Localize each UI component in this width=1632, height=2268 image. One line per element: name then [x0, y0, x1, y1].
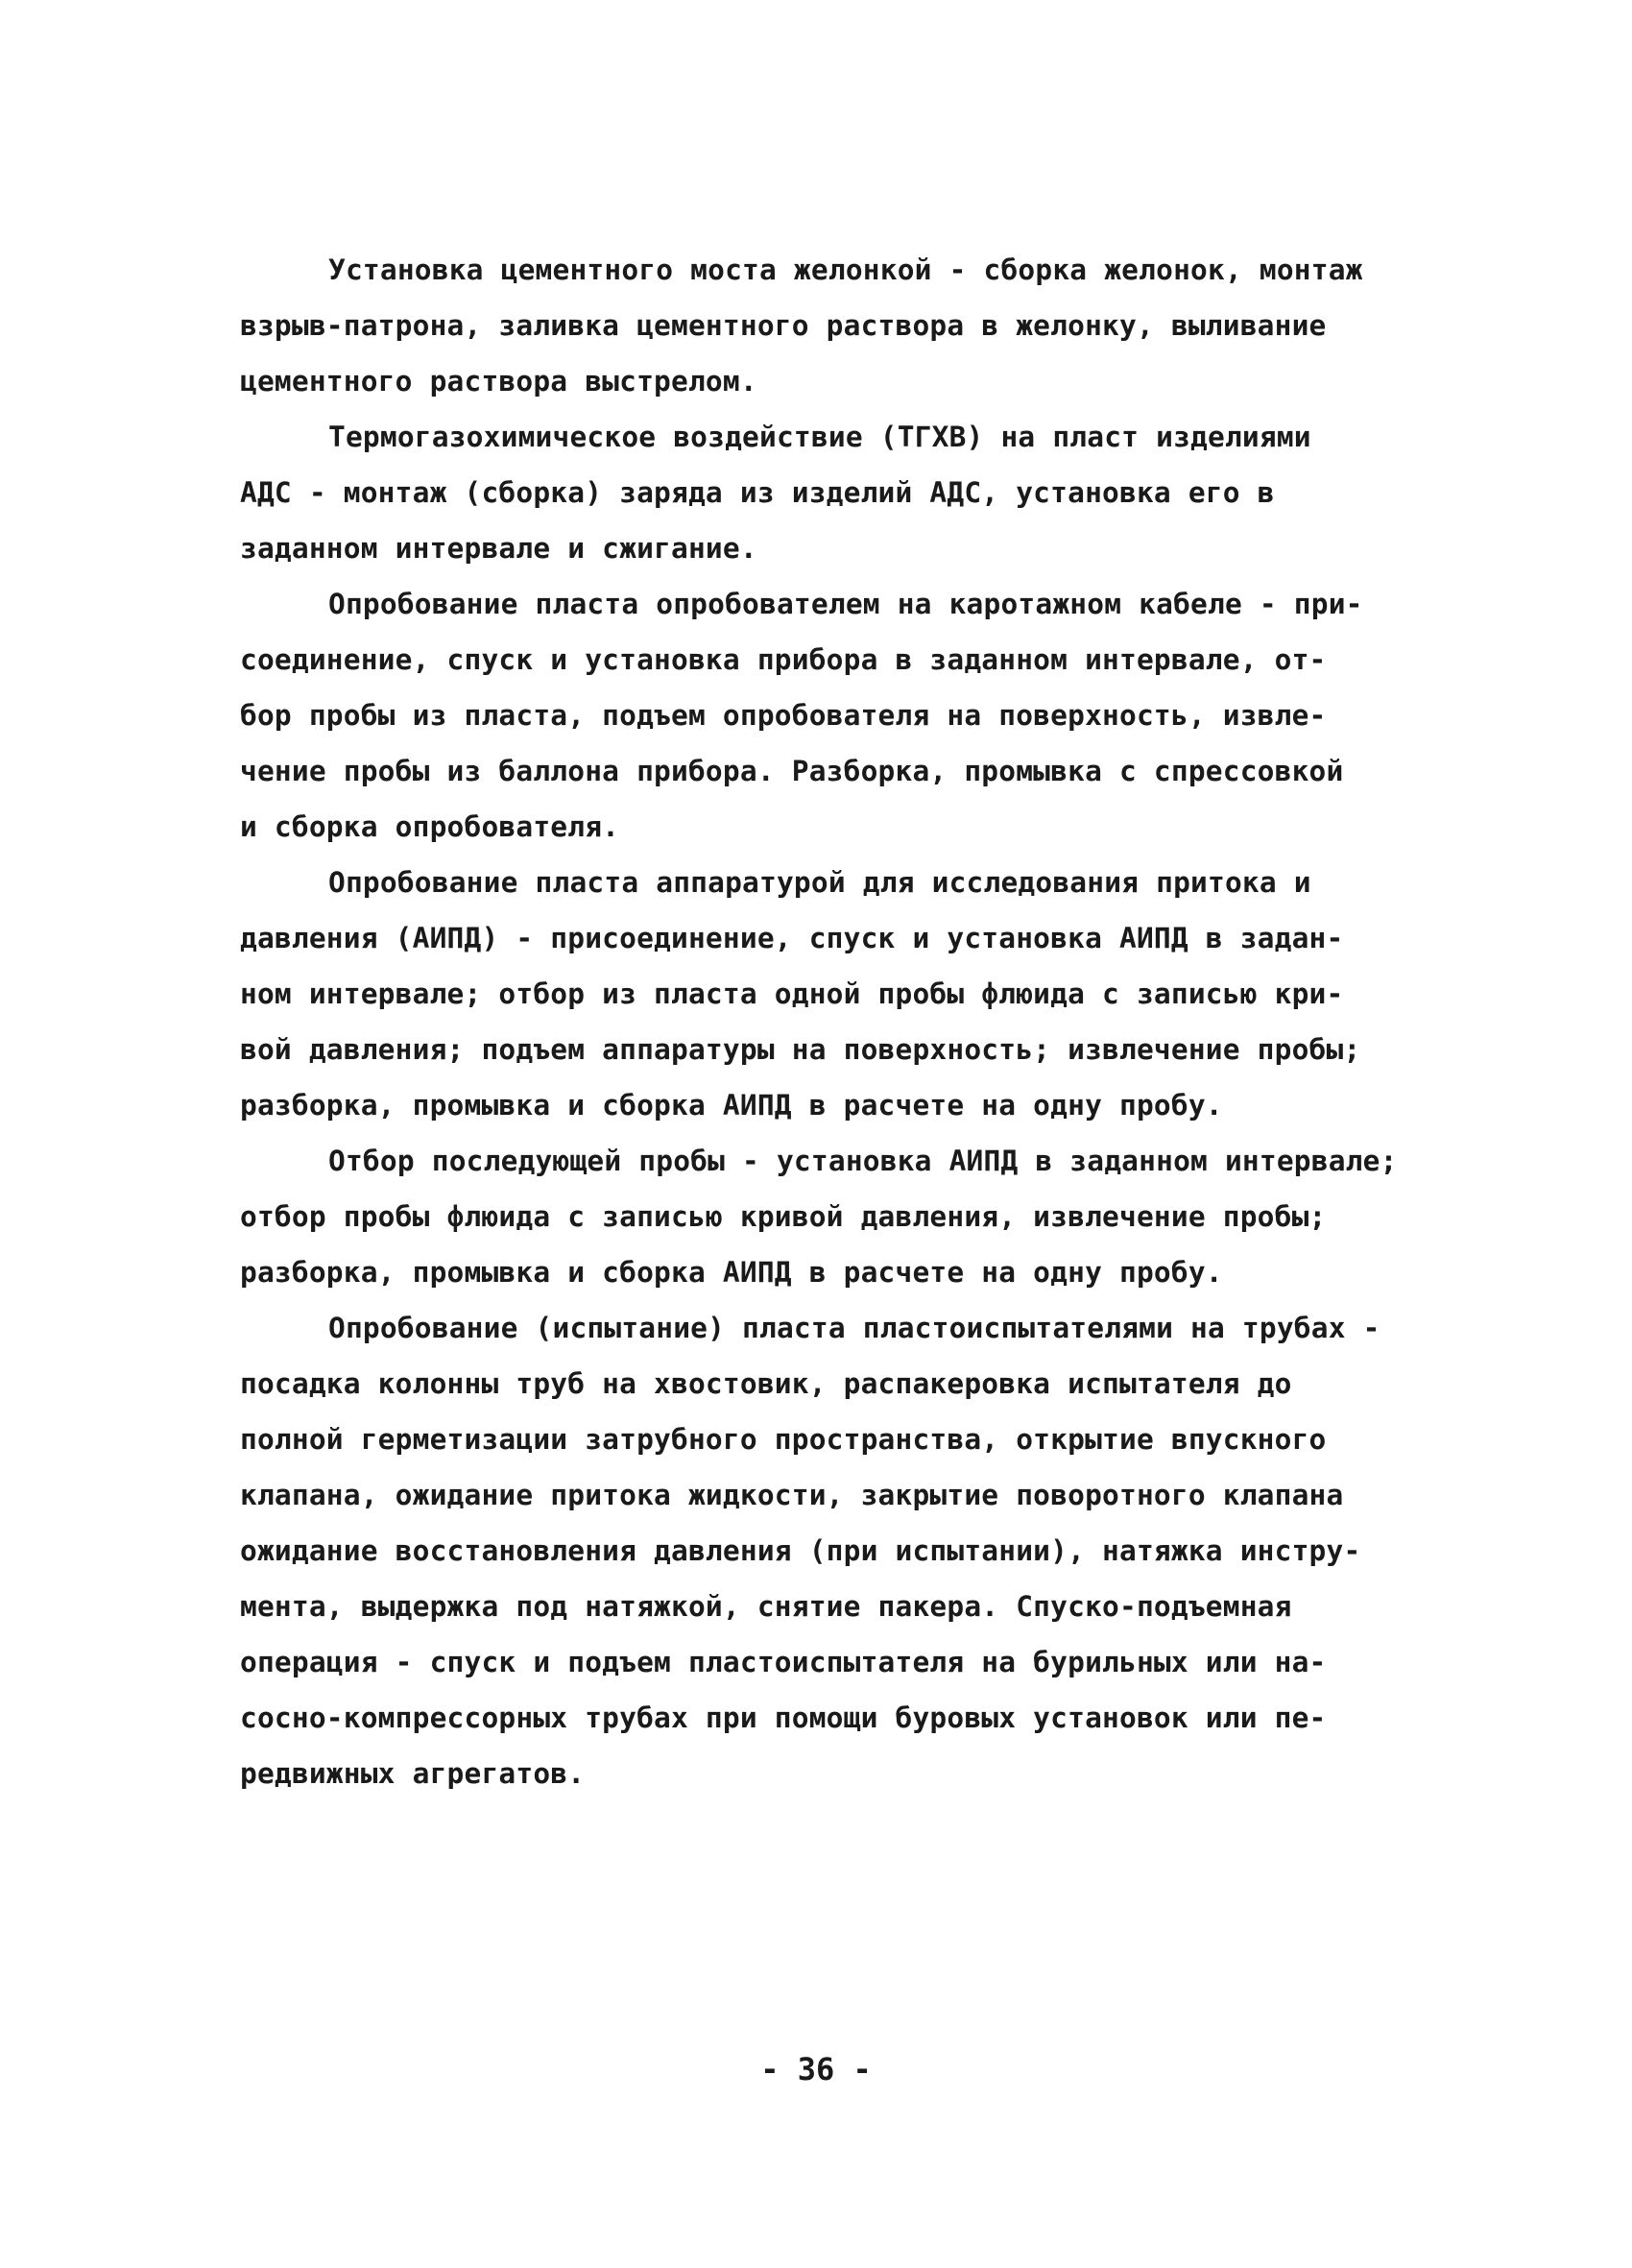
paragraph-next-sample [240, 1133, 1398, 1300]
page-number: - 36 - [760, 2051, 872, 2087]
text-line: заданном интервале и сжигание. [240, 532, 757, 565]
text-line: Термогазохимическое воздействие (ТГХВ) на пласт изделиями [328, 421, 1311, 453]
text-line: бор пробы из пласта, подъем опробователя на поверхность, извле- [240, 699, 1327, 732]
paragraph-aipd [240, 855, 1392, 1133]
text-line: Опробование пласта аппаратурой для исследования притока и [328, 866, 1311, 899]
text-line: давления (АИПД) - присоединение, спуск и установка АИПД в задан- [240, 922, 1344, 954]
text-line: мента, выдержка под натяжкой, снятие пакера. Спуско-подъемная [240, 1590, 1292, 1623]
text-line: ожидание восстановления давления (при испытании), натяжка инстру- [240, 1534, 1361, 1567]
text-line: операция - спуск и подъем пластоиспытателя на бурильных или на- [240, 1646, 1327, 1678]
text-line: чение пробы из баллона прибора. Разборка, промывка с спрессовкой [240, 755, 1344, 787]
text-line: ном интервале; отбор из пласта одной пробы флюида с записью кри- [240, 977, 1344, 1010]
text-line: вой давления; подъем аппаратуры на поверхность; извлечение пробы; [240, 1033, 1361, 1066]
text-line: Установка цементного моста желонкой - сборка желонок, монтаж [328, 253, 1363, 286]
text-line: отбор пробы флюида с записью кривой давления, извлечение пробы; [240, 1200, 1327, 1233]
paragraph-cement-bridge [240, 242, 1392, 409]
text-line: клапана, ожидание притока жидкости, закрытие поворотного клапана [240, 1479, 1344, 1511]
text-line: цементного раствора выстрелом. [240, 365, 757, 398]
text-line: соединение, спуск и установка прибора в заданном интервале, от- [240, 643, 1327, 676]
text-line: и сборка опробователя. [240, 810, 620, 843]
text-line: разборка, промывка и сборка АИПД в расчете на одну пробу. [240, 1089, 1223, 1122]
body-text [240, 242, 1398, 1801]
text-line: сосно-компрессорных трубах при помощи буровых установок или пе- [240, 1701, 1327, 1734]
text-line: АДС - монтаж (сборка) заряда из изделий АДС, установка его в [240, 476, 1275, 509]
text-line: посадка колонны труб на хвостовик, распакеровка испытателя до [240, 1367, 1292, 1400]
paragraph-pipe-tester [240, 1300, 1392, 1801]
text-line: полной герметизации затрубного пространства, открытие впускного [240, 1423, 1327, 1456]
text-line: Опробование (испытание) пласта пластоиспытателями на трубах - [328, 1312, 1380, 1344]
paragraph-cable-tester [240, 576, 1392, 855]
text-line: Опробование пласта опробователем на каротажном кабеле - при- [328, 588, 1363, 620]
text-line: разборка, промывка и сборка АИПД в расчете на одну пробу. [240, 1256, 1223, 1289]
text-line: редвижных агрегатов. [240, 1757, 586, 1790]
text-line: Отбор последующей пробы - установка АИПД в заданном интервале; [328, 1145, 1398, 1177]
text-line: взрыв-патрона, заливка цементного раствора в желонку, выливание [240, 309, 1327, 342]
paragraph-thermogas [240, 409, 1392, 576]
